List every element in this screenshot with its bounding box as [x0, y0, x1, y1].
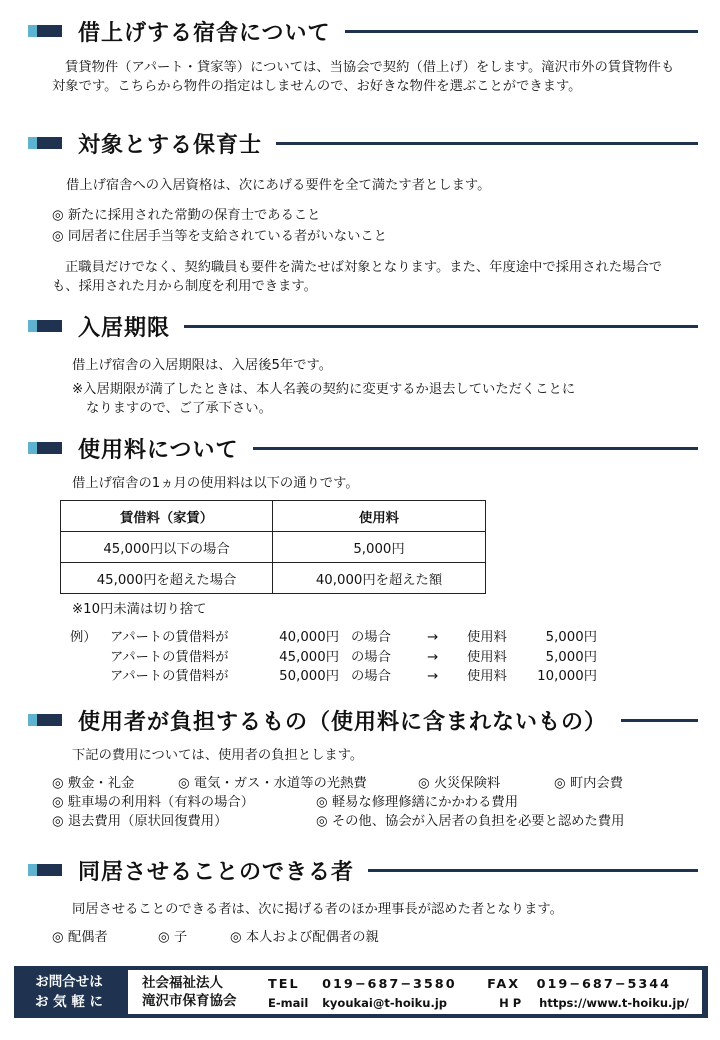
list-item: ◎ 町内会費 [554, 776, 624, 791]
example-amount: 40,000円 [279, 630, 339, 645]
list-item: ◎ 本人および配偶者の親 [230, 930, 379, 945]
table-cell: 45,000円を超えた場合 [61, 563, 273, 594]
list-item: ◎ 軽易な修理修繕にかかわる費用 [316, 795, 518, 810]
table-cell: 5,000円 [273, 532, 486, 563]
list-item: ◎ 配偶者 [52, 930, 108, 945]
section-heading-housing [28, 14, 698, 48]
heading-rule [345, 30, 698, 33]
contact-label-line1: お問合せは [35, 974, 103, 990]
example-amount: 45,000円 [279, 649, 339, 665]
organization-title: 滝沢市保育協会 [142, 993, 237, 1009]
fee-note: ※10円未満は切り捨て [72, 602, 207, 617]
cohabit-intro: 同居させることのできる者は、次に掲げる者のほか理事長が認めた者となります。 [72, 902, 563, 917]
list-item: ◎ 駐車場の利用料（有料の場合） [52, 795, 254, 810]
example-fee-label: 使用料 [467, 630, 507, 645]
table-row [61, 563, 486, 594]
section-title: 入居期限 [78, 315, 171, 341]
target-intro: 借上げ宿舎への入居資格は、次にあげる要件を全て満たす者とします。 [66, 178, 491, 193]
example-row [70, 667, 597, 687]
period-note-line2: なりますので、ご了承下さい。 [86, 401, 272, 416]
fax-number: 019−687−5344 [536, 977, 672, 992]
heading-marker-icon [28, 320, 62, 332]
fax-label: FAX [487, 977, 521, 992]
housing-paragraph: 賃貸物件（アパート・貸家等）については、当協会で契約（借上げ）をします。滝沢市外の賃貸物件も対象です。こちらから物件の指定はしませんので、お好きな物件を選ぶことができます。 [52, 60, 675, 94]
example-fee-label: 使用料 [467, 669, 507, 684]
target-item: ◎ 同居者に住居手当等を支給されている者がいないこと [52, 229, 387, 244]
example-prefix: アパートの賃借料が [110, 630, 229, 645]
example-prefix: アパートの賃借料が [110, 669, 229, 684]
tel-number: 019−687−3580 [322, 977, 457, 992]
organization-name [142, 974, 237, 1010]
fee-intro: 借上げ宿舎の1ヵ月の使用料は以下の通りです。 [72, 476, 359, 491]
heading-rule [368, 869, 698, 872]
section-title: 使用者が負担するもの（使用料に含まれないもの） [78, 709, 608, 735]
example-fee: 5,000円 [545, 630, 597, 645]
web-row [268, 996, 689, 1010]
organization-type: 社会福祉法人 [142, 975, 223, 991]
example-row [70, 628, 597, 648]
cohabit-list [52, 928, 452, 948]
heading-marker-icon [28, 442, 62, 454]
table-header-row [61, 501, 486, 532]
example-case: の場合 [351, 630, 391, 645]
hp-label: H P [499, 996, 522, 1010]
heading-rule [276, 142, 698, 145]
table-row [61, 532, 486, 563]
burden-intro: 下記の費用については、使用者の負担とします。 [72, 748, 364, 763]
list-item: ◎ 敷金・礼金 [52, 776, 135, 791]
example-prefix: アパートの賃借料が [110, 649, 229, 665]
period-text: 借上げ宿舎の入居期限は、入居後5年です。 [72, 358, 333, 373]
burden-list [52, 774, 702, 834]
section-title: 対象とする保育士 [78, 132, 263, 158]
example-fee: 5,000円 [545, 649, 597, 665]
example-label: 例） [70, 630, 97, 645]
section-title: 借上げする宿舎について [78, 20, 331, 46]
list-item: ◎ 火災保険料 [418, 776, 501, 791]
section-title: 同居させることのできる者 [78, 859, 355, 885]
list-item: ◎ 電気・ガス・水道等の光熱費 [178, 776, 367, 791]
fee-table [60, 500, 486, 594]
contact-details [128, 970, 702, 1014]
section-heading-target [28, 126, 698, 160]
list-item: ◎ その他、協会が入居者の負担を必要と認めた費用 [316, 814, 625, 829]
arrow-icon: → [427, 669, 439, 684]
heading-marker-icon [28, 137, 62, 149]
section-heading-fee [28, 431, 698, 465]
contact-footer [14, 966, 708, 1018]
phone-fax-row [268, 977, 671, 992]
email-link[interactable]: kyoukai@t-hoiku.jp [322, 996, 448, 1010]
section-heading-period [28, 309, 698, 343]
table-header: 賃借料（家賃） [61, 501, 273, 532]
example-row [70, 648, 597, 668]
website-link[interactable]: https://www.t-hoiku.jp/ [539, 996, 689, 1010]
fee-examples [70, 628, 597, 687]
target-note: 正職員だけでなく、契約職員も要件を満たせば対象となります。また、年度途中で採用された場合でも、採用された月から制度を利用できます。 [52, 260, 663, 294]
heading-rule [184, 325, 698, 328]
example-amount: 50,000円 [279, 669, 339, 684]
heading-marker-icon [28, 714, 62, 726]
table-cell: 40,000円を超えた額 [273, 563, 486, 594]
contact-label-line2: お 気 軽 に [34, 994, 104, 1010]
target-item: ◎ 新たに採用された常勤の保育士であること [52, 208, 321, 223]
arrow-icon: → [427, 630, 439, 645]
example-fee: 10,000円 [537, 669, 597, 684]
arrow-icon: → [427, 649, 439, 665]
example-case: の場合 [351, 649, 391, 665]
example-fee-label: 使用料 [467, 649, 507, 665]
heading-rule [621, 719, 698, 722]
period-note-line1: ※入居期限が満了したときは、本人名義の契約に変更するか退去していただくことに [72, 382, 576, 397]
section-title: 使用料について [78, 437, 239, 463]
table-cell: 45,000円以下の場合 [61, 532, 273, 563]
section-heading-cohabit [28, 853, 698, 887]
table-header: 使用料 [273, 501, 486, 532]
tel-label: TEL [268, 977, 300, 992]
list-item: ◎ 退去費用（原状回復費用） [52, 814, 228, 829]
email-label: E-mail [268, 996, 309, 1010]
example-case: の場合 [351, 669, 391, 684]
heading-rule [253, 447, 698, 450]
heading-marker-icon [28, 864, 62, 876]
list-item: ◎ 子 [158, 930, 188, 945]
heading-marker-icon [28, 25, 62, 37]
contact-label [22, 972, 116, 1012]
section-heading-burden [28, 703, 698, 737]
